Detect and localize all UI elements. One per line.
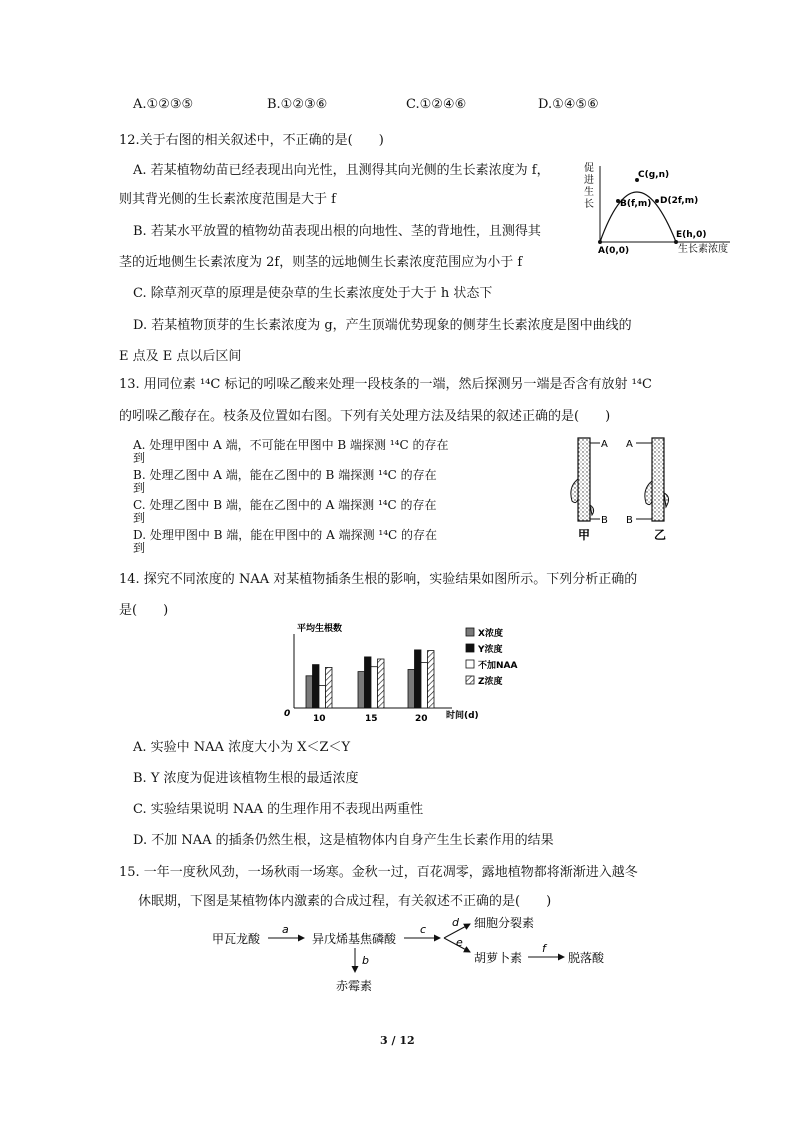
q12-auxin-curve-figure xyxy=(580,160,750,255)
bar-20-2 xyxy=(421,663,428,709)
label-a-right: A xyxy=(626,439,633,450)
bar-15-3 xyxy=(378,659,385,708)
label-yi: 乙 xyxy=(654,528,667,542)
legend-label-2: 不加NAA xyxy=(478,661,518,671)
q12-option-c: C. 除草剂灭草的原理是使杂草的生长素浓度处于大于 h 状态下 xyxy=(133,286,493,301)
q14-option-b: B. Y 浓度为促进该植物生根的最适浓度 xyxy=(133,771,359,786)
x-tick-10: 10 xyxy=(313,714,326,724)
q12-option-d-line1: D. 若某植物顶芽的生长素浓度为 g，产生顶端优势现象的侧芽生长素浓度是图中曲线的 xyxy=(133,318,632,333)
arrow-d-label: d xyxy=(452,916,459,929)
y-axis-label-3: 生 xyxy=(584,187,594,198)
bar-15-2 xyxy=(371,667,378,708)
legend-swatch-2 xyxy=(466,660,474,668)
x-axis-label: 生长素浓度 xyxy=(678,244,728,255)
bar-15-1 xyxy=(365,657,372,708)
q14-stem-line1: 14. 探究不同浓度的 NAA 对某植物插条生根的影响，实验结果如图所示。下列分析正确的 xyxy=(119,572,638,587)
page-number: 3 / 12 xyxy=(380,1034,415,1047)
bar-10-2 xyxy=(319,686,326,708)
bar-10-3 xyxy=(326,667,333,708)
q12-option-a-line1: A. 若某植物幼苗已经表现出向光性，且测得其向光侧的生长素浓度为 f， xyxy=(133,163,550,178)
q13-stem-line2: 的吲哚乙酸存在。枝条及位置如右图。下列有关处理方法及结果的叙述正确的是( ) xyxy=(119,409,611,424)
q13-option-c: C. 处理乙图中 B 端，能在乙图中的 A 端探测 ¹⁴C 的存在 xyxy=(133,498,437,512)
x-tick-15: 15 xyxy=(365,714,378,724)
q14-option-d: D. 不加 NAA 的插条仍然生根，这是植物体内自身产生生长素作用的结果 xyxy=(133,833,554,848)
q15-pathway-diagram xyxy=(208,912,628,994)
chart-origin: 0 xyxy=(284,709,291,719)
y-axis-label-4: 长 xyxy=(584,199,594,210)
node-cytokinin: 细胞分裂素 xyxy=(474,916,535,930)
chart-bars xyxy=(306,650,434,708)
node-gibberellin: 赤霉素 xyxy=(336,979,373,993)
q12-option-a-line2: 则其背光侧的生长素浓度范围是大于 f xyxy=(119,192,336,207)
q11-option-a: A.①②③⑤ xyxy=(133,97,194,112)
legend-swatch-0 xyxy=(466,628,474,636)
q13-option-a-tail: 到 xyxy=(133,451,146,465)
legend-label-3: Z浓度 xyxy=(478,677,503,687)
chart-x-ticks xyxy=(313,714,428,724)
chart-ylabel: 平均生根数 xyxy=(297,624,343,634)
arrow-e-label: e xyxy=(456,936,463,949)
legend-label-0: X浓度 xyxy=(478,629,503,639)
bar-10-1 xyxy=(313,665,320,708)
q11-option-b: B.①②③⑥ xyxy=(267,97,328,112)
bar-15-0 xyxy=(358,672,365,708)
q12-option-b-line2: 茎的近地侧生长素浓度为 2f，则茎的远地侧生长素浓度范围应为小于 f xyxy=(119,255,523,270)
q13-stem-line1: 13. 用同位素 ¹⁴C 标记的吲哚乙酸来处理一段枝条的一端，然后探测另一端是否含有放射 ¹⁴C xyxy=(119,377,652,392)
q14-stem-line2: 是( ) xyxy=(119,603,169,618)
arrow-b-label: b xyxy=(362,954,369,967)
label-b-right: B xyxy=(626,515,633,526)
q13-option-b: B. 处理乙图中 A 端，能在乙图中的 B 端探测 ¹⁴C 的存在 xyxy=(133,468,437,482)
node-abscisic-acid: 脱落酸 xyxy=(568,951,605,965)
q14-option-a: A. 实验中 NAA 浓度大小为 X＜Z＜Y xyxy=(133,740,351,755)
arrow-c-label: c xyxy=(420,923,427,936)
label-e: E(h,0) xyxy=(676,230,707,240)
label-b-left: B xyxy=(601,515,608,526)
q12-stem: 12.关于右图的相关叙述中，不正确的是( ) xyxy=(119,133,384,148)
q13-option-d: D. 处理甲图中 B 端，能在甲图中的 A 端探测 ¹⁴C 的存在 xyxy=(133,528,437,542)
point-a xyxy=(598,240,602,244)
arrow-a-label: a xyxy=(282,923,289,936)
y-axis-label-2: 进 xyxy=(584,175,594,186)
q12-option-b-line1: B. 若某水平放置的植物幼苗表现出根的向地性、茎的背地性，且测得其 xyxy=(133,224,541,239)
node-ipp: 异戊烯基焦磷酸 xyxy=(312,932,397,946)
chart-xlabel: 时间(d) xyxy=(446,711,479,721)
q14-option-c: C. 实验结果说明 NAA 的生理作用不表现出两重性 xyxy=(133,802,424,817)
q14-bar-chart xyxy=(282,622,522,724)
label-b: B(f,m) xyxy=(620,199,652,209)
label-a: A(0,0) xyxy=(598,246,630,255)
q15-stem-line2: 休眠期，下图是某植物体内激素的合成过程，有关叙述不正确的是( ) xyxy=(138,894,552,909)
q13-branch-figure xyxy=(570,435,685,545)
q13-option-a: A. 处理甲图中 A 端，不可能在甲图中 B 端探测 ¹⁴C 的存在 xyxy=(133,438,449,452)
q13-option-d-tail: 到 xyxy=(133,541,146,555)
bar-20-0 xyxy=(408,670,415,709)
node-carotene: 胡萝卜素 xyxy=(474,951,523,965)
y-axis-label-1: 促 xyxy=(584,163,594,174)
label-c: C(g,n) xyxy=(638,170,670,180)
label-jia: 甲 xyxy=(578,528,591,542)
legend-swatch-1 xyxy=(466,644,474,652)
branch-yi xyxy=(645,438,669,521)
q13-option-b-tail: 到 xyxy=(133,481,146,495)
point-d xyxy=(655,199,659,203)
node-mevalonic-acid: 甲瓦龙酸 xyxy=(212,932,261,946)
q11-option-d: D.①④⑤⑥ xyxy=(538,97,599,112)
label-d: D(2f,m) xyxy=(660,196,699,206)
q12-option-d-line2: E 点及 E 点以后区间 xyxy=(119,349,242,364)
q13-option-c-tail: 到 xyxy=(133,511,146,525)
bar-20-3 xyxy=(428,651,435,708)
q11-option-c: C.①②④⑥ xyxy=(406,97,467,112)
legend-label-1: Y浓度 xyxy=(478,645,503,655)
legend-swatch-3 xyxy=(466,676,474,684)
x-tick-20: 20 xyxy=(415,714,428,724)
branch-jia xyxy=(571,438,594,521)
chart-legend xyxy=(466,627,517,687)
label-a-left: A xyxy=(601,439,608,450)
q15-stem-line1: 15. 一年一度秋风劲，一场秋雨一场寒。金秋一过，百花凋零，露地植物都将渐渐进入越冬 xyxy=(119,865,638,880)
arrow-f-label: f xyxy=(542,942,546,955)
bar-10-0 xyxy=(306,676,313,708)
bar-20-1 xyxy=(415,650,422,708)
